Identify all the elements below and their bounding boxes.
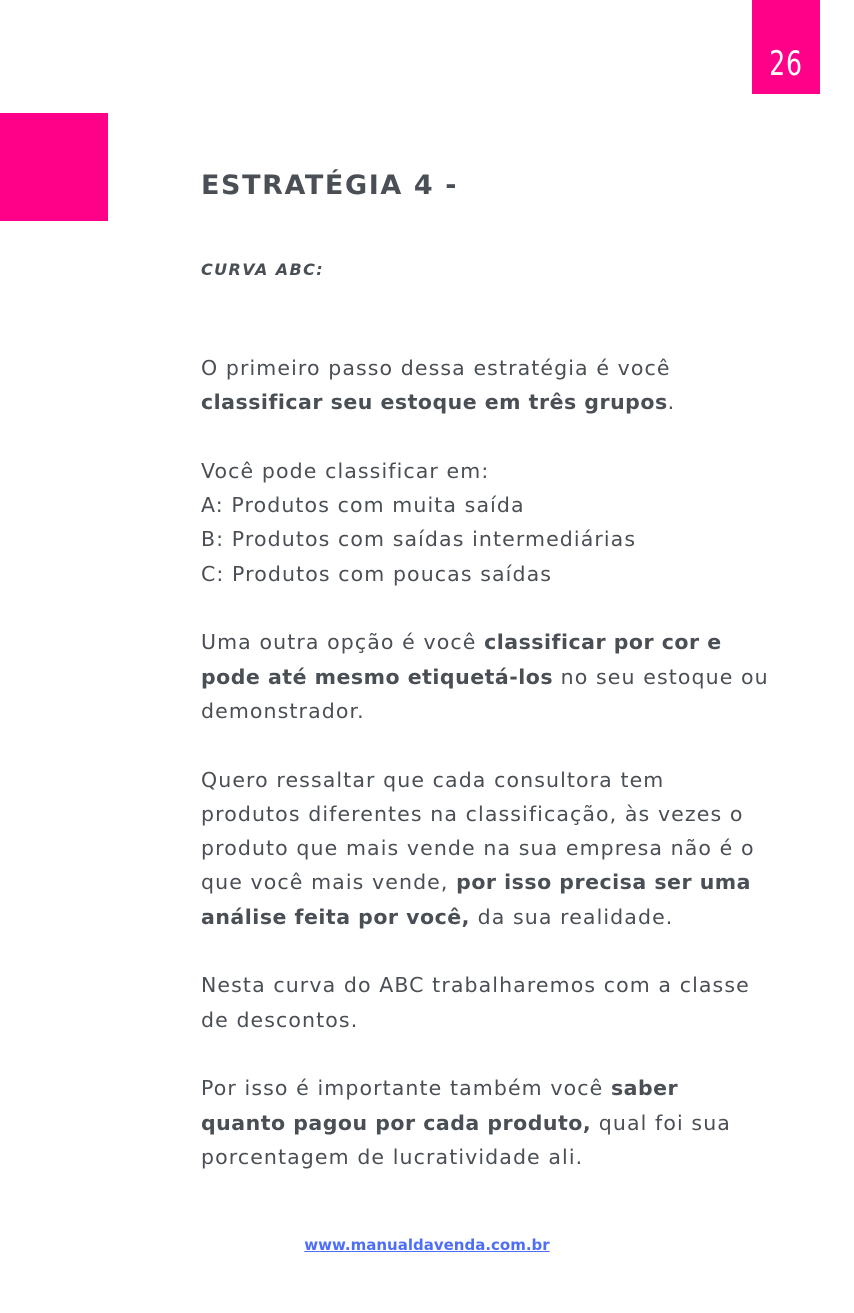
text-line: análise feita por você, da sua realidade. xyxy=(201,904,674,929)
emphasis: por isso precisa ser uma xyxy=(456,870,751,895)
emphasis: análise feita por você, xyxy=(201,904,470,929)
text-line: de descontos. xyxy=(201,1007,359,1032)
accent-block xyxy=(0,113,108,221)
text-line: Quero ressaltar que cada consultora tem xyxy=(201,767,665,792)
text-line: que você mais vende, por isso precisa ser uma xyxy=(201,870,751,895)
text-line: Nesta curva do ABC trabalharemos com a classe xyxy=(201,973,750,998)
list-item-a: A: Produtos com muita saída xyxy=(201,493,525,518)
page-number-badge xyxy=(752,0,820,94)
emphasis: pode até mesmo etiquetá-los xyxy=(201,664,554,689)
list-item-c: C: Produtos com poucas saídas xyxy=(201,561,553,586)
emphasis: classificar por cor e xyxy=(484,630,722,655)
emphasis: classificar seu estoque em três grupos xyxy=(201,390,668,415)
page-number: 26 xyxy=(769,44,803,84)
text-line: classificar seu estoque em três grupos. xyxy=(201,390,676,415)
text-line: O primeiro passo dessa estratégia é você xyxy=(201,356,671,380)
page-subtitle: CURVA ABC: xyxy=(201,260,325,279)
paragraph-intro xyxy=(201,351,801,420)
list-item-b: B: Produtos com saídas intermediárias xyxy=(201,527,637,552)
paragraph-profit xyxy=(201,1071,801,1174)
paragraph-consultant xyxy=(201,763,801,934)
text-line: quanto pagou por cada produto, qual foi sua xyxy=(201,1110,731,1135)
text-line: produtos diferentes na classificação, às vezes o xyxy=(201,801,744,826)
text-line: porcentagem de lucratividade ali. xyxy=(201,1144,584,1169)
emphasis: saber xyxy=(610,1076,679,1101)
text-line: pode até mesmo etiquetá-los no seu estoque ou xyxy=(201,664,769,689)
text-line: Uma outra opção é você classificar por cor e xyxy=(201,630,722,655)
list-intro: Você pode classificar em: xyxy=(201,458,490,483)
paragraph-discounts xyxy=(201,968,801,1037)
text-line: demonstrador. xyxy=(201,698,365,723)
paragraph-classes xyxy=(201,454,801,591)
text-line: produto que mais vende na sua empresa não é o xyxy=(201,836,755,861)
paragraph-color-option xyxy=(201,625,801,728)
body-text xyxy=(201,351,801,1208)
emphasis: quanto pagou por cada produto, xyxy=(201,1110,592,1135)
page-title: ESTRATÉGIA 4 - xyxy=(201,170,459,201)
website-link[interactable]: www.manualdavenda.com.br xyxy=(304,1236,550,1254)
text-line: Por isso é importante também você saber xyxy=(201,1076,679,1101)
